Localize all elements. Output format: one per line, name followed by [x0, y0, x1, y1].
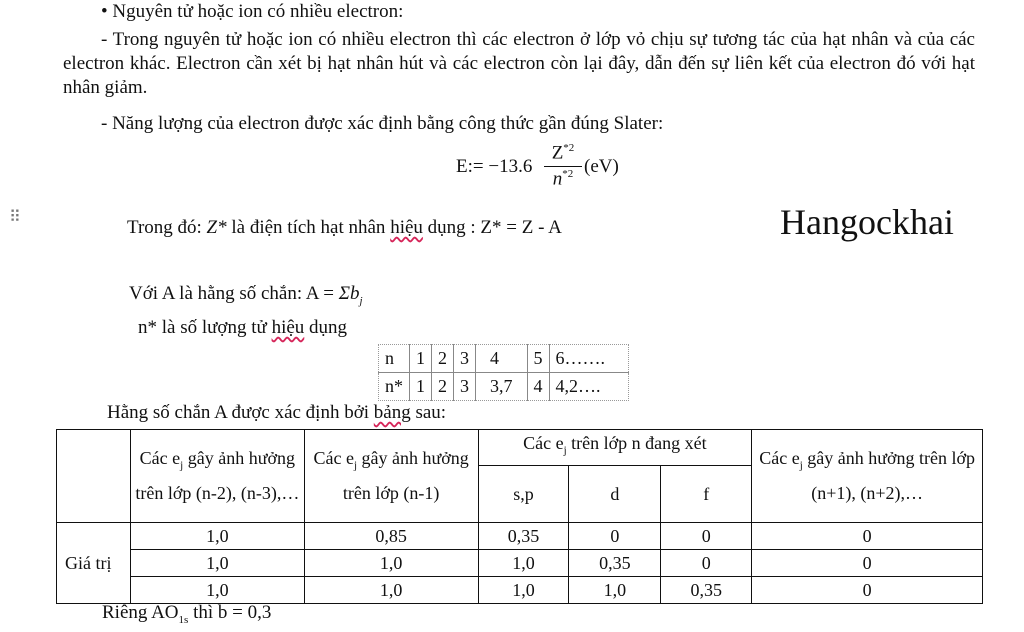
header-same-shell: Các $e_j$ trên lớp n đang xét	[478, 430, 752, 466]
formula-lhs: E:= −13.6	[456, 156, 533, 177]
header-d: d	[569, 465, 661, 522]
spellcheck-underline: hiệu	[271, 317, 305, 338]
footer-note: Riêng $AO_{1s}$ thì b = 0,3	[102, 602, 272, 626]
header-sp: s,p	[478, 465, 569, 522]
drag-handle-icon[interactable]: ⠿	[9, 207, 22, 226]
slater-formula	[456, 140, 656, 196]
effective-quantum-table	[378, 344, 629, 401]
where-line: Trong đó: Z* là điện tích hạt nhân hiệu dụng : Z* = Z - A	[127, 217, 562, 238]
spellcheck-underline: hiệu	[390, 217, 423, 238]
header-n-1-shell: Các $e_j$ gây ảnh hưởng trên lớp (n-1)	[304, 430, 478, 523]
table-row: Giá trị 1,0 0,85 0,35 0 0 0	[57, 522, 983, 549]
formula-numerator: Z	[551, 142, 564, 164]
heading-multi-electron: • Nguyên tử hoặc ion có nhiều electron:	[101, 1, 404, 22]
formula-num-exponent: *2	[563, 142, 575, 154]
table-row: n* 1 2 3 3,7 4 4,2….	[379, 373, 629, 401]
formula-unit: (eV)	[584, 156, 619, 177]
formula-fraction	[542, 140, 584, 192]
row-label: Giá trị	[57, 522, 131, 603]
shielding-constant-table	[56, 429, 983, 604]
nstar-line: n* là số lượng tử hiệu dụng	[138, 317, 348, 338]
table-intro: Hằng số chắn A được xác định bởi bảng sau:	[107, 402, 447, 423]
spellcheck-underline: bảng	[373, 402, 411, 423]
header-lower-shells: Các $e_j$ gây ảnh hưởng trên lớp (n-2), (n-3),…	[130, 430, 304, 523]
paragraph-interaction: - Trong nguyên tử hoặc ion có nhiều electron thì các electron ở lớp vỏ chịu sự tương tác của hạt nhân và của các electron khác. Electron cần xét bị hạt nhân hút và các electron còn lại đây, dẫn đến sự liên kết của electron đó với hạt nhân giảm.	[63, 29, 975, 98]
header-outer-shells: Các $e_j$ gây ảnh hưởng trên lớp (n+1), (n+2),…	[752, 430, 983, 523]
table-row: n 1 2 3 4 5 6…….	[379, 345, 629, 373]
header-f: f	[661, 465, 752, 522]
watermark-text: Hangockhai	[780, 202, 954, 242]
shielding-line: Với A là hằng số chắn: $A = \Sigma b_j$	[129, 283, 363, 307]
table-row: 1,0 1,0 1,0 0,35 0 0	[57, 549, 983, 576]
table-row: 1,0 1,0 1,0 1,0 0,35 0	[57, 576, 983, 603]
slater-intro: - Năng lượng của electron được xác định bằng công thức gần đúng Slater:	[101, 113, 664, 134]
formula-den-exponent: *2	[562, 168, 574, 180]
table-row	[57, 430, 983, 466]
formula-denominator: n	[552, 168, 563, 190]
